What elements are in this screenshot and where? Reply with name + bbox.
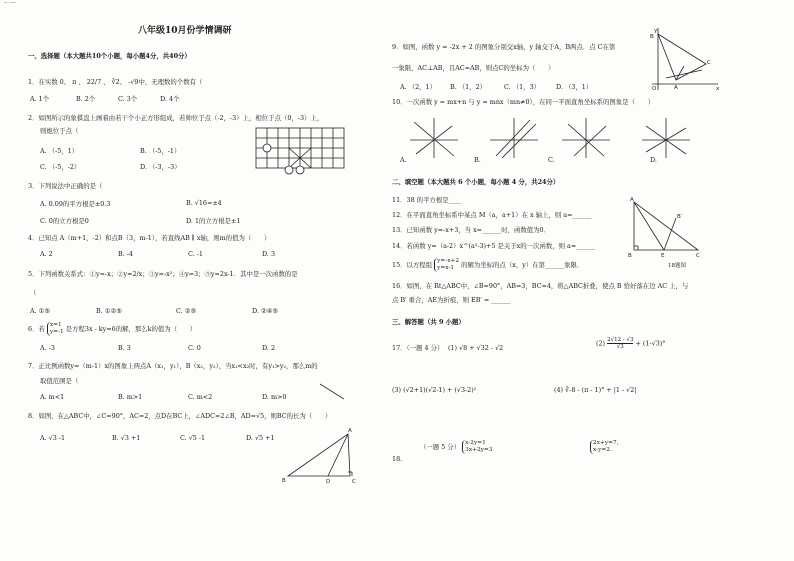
q6-stem xyxy=(28,322,196,336)
q18-equation-system-1 xyxy=(462,440,492,454)
q18-system-1 xyxy=(420,440,492,454)
q17-part-2-numerator: 2√12 - √3 xyxy=(607,337,634,343)
q17-part-4: (4) ∛-8 - (π - 1)° + |1 - √2| xyxy=(554,386,637,394)
q6-sys-line-1: x=1 xyxy=(49,322,62,328)
q6-option-c: C. 0 xyxy=(188,344,201,352)
q18-number: 18. xyxy=(392,455,403,463)
q18-sys2-line-1: 2x+y=7, xyxy=(593,440,619,446)
q15-suffix: 的解为坐标的点（x，y）在第______象限． xyxy=(461,261,584,269)
q9-option-a: A. （2，1） xyxy=(400,83,436,91)
q18-system-2 xyxy=(590,440,618,454)
general-piece xyxy=(285,166,293,174)
q17-label: 17．（一题 4 分） xyxy=(392,344,444,352)
q2-option-b: B. （-5，-1） xyxy=(140,147,181,155)
q8-label-b: B xyxy=(282,478,286,484)
q9-label-b: B xyxy=(650,34,654,40)
q18-sys1-line-2: 3x+2y=3 xyxy=(465,447,493,453)
q5-option-a: A. ①⑤ xyxy=(30,307,51,315)
q10-graph-a xyxy=(408,116,460,160)
q18-sys1-line-1: x-2y=1 xyxy=(465,440,486,446)
q16-label-e: E xyxy=(661,253,665,259)
q5-option-b: B. ①②⑤ xyxy=(96,307,122,315)
q3-option-d: D. 1的立方根是±1 xyxy=(186,217,241,225)
q2-option-d: D. （-3，-3） xyxy=(140,163,181,171)
q11: 11．38 的平方根是____ xyxy=(392,196,462,204)
q15 xyxy=(392,258,583,272)
q9-option-d: D. （3，1） xyxy=(556,83,593,91)
q9-label-a: A xyxy=(674,85,678,91)
q7-option-c: C. m<2 xyxy=(188,393,213,401)
q16-label-b: B xyxy=(628,253,632,259)
q16-cont: 点 B′ 重合，AE为折痕，则 EB′ = ______ xyxy=(392,296,511,304)
q3-option-a: A. 0.09的平方根是±0.3 xyxy=(40,200,111,208)
q17-part-2-fraction xyxy=(607,337,633,350)
q15-sys-line-2: y=x-1 xyxy=(437,265,455,271)
q3-stem: 3．下列说法中正确的是（ xyxy=(28,182,103,190)
q9-label-x: x xyxy=(716,86,720,92)
q10-graph-c xyxy=(560,116,612,160)
q10-label-c: C. xyxy=(548,156,555,164)
q10-graph-b xyxy=(488,116,540,160)
q8-triangle-figure xyxy=(282,428,362,484)
q17-part-2-prefix: (2) xyxy=(596,339,606,348)
page-corner-mark: ⌐ ── xyxy=(4,0,16,6)
q1-option-d: D. 4个 xyxy=(160,95,180,103)
q8-option-d: D. √5 +1 xyxy=(246,434,275,442)
q9-option-b: B. （1，2） xyxy=(450,83,487,91)
page-title: 八年级10月份学情调研 xyxy=(138,26,232,36)
q2-option-a: A. （-5，1） xyxy=(40,147,79,155)
q8-label-c: C xyxy=(352,479,356,485)
minister-piece xyxy=(296,166,304,174)
q15-prefix: 15．以方程组 xyxy=(392,261,433,269)
q17-part-2-denominator: √3 xyxy=(616,344,624,350)
q7-option-a: A. m<1 xyxy=(40,393,65,401)
q10-graph-d xyxy=(640,116,692,160)
q12: 12．在平面直角坐标系中某点 M（a，a+1）在 x 轴上，则 a=______ xyxy=(392,211,592,219)
section-1-heading: 一、选择题（本大题共10个小题，每小题4分，共40分） xyxy=(28,52,191,60)
q17-part-2-suffix: + (1-√3)° xyxy=(635,339,666,348)
q5-option-c: C. ②⑤ xyxy=(176,307,197,315)
q9-label-o: O xyxy=(652,86,657,92)
q18-equation-system-2 xyxy=(590,440,618,454)
q4-option-d: D. 3 xyxy=(262,250,276,258)
q6-stem-suffix: 是方程3x - ky=6的解，那么k的值为（ ） xyxy=(65,325,197,333)
q16-label-c: C xyxy=(696,253,700,259)
q8-option-c: C. √5 -1 xyxy=(180,434,206,442)
q16: 16．如图，在 Rt△ABC中，∠B=90°，AB=3，BC=4，将△ABC折叠，使点 B 恰好落在边 AC 上，与 xyxy=(392,282,689,290)
q7-stem: 7．正比例函数y=（m-1）x的图象上两点A（x₁，y₁），B（x₂，y₂），当x₁<x₂时，有y₁>y₂，那么m的 xyxy=(28,362,318,370)
q17-part-2 xyxy=(596,337,665,350)
q6-option-b: B. 3 xyxy=(118,344,131,352)
q4-option-b: B. -4 xyxy=(118,250,133,258)
q2-stem: 2．如图所示的象棋盘上画着由若干个小正方形组成，若帅位于点（-2，-3）上，相位于点（0，-3）上， xyxy=(28,114,324,122)
q8-stem: 8．如图，在△ABC中，∠C=90°，AC=2，点D在BC上，∠ADC=2∠B，AD=√5，则BC的长为（ ） xyxy=(28,412,332,420)
q9-option-c: C. （1，3） xyxy=(504,83,541,91)
q2-option-c: C. （-5，-2） xyxy=(40,163,81,171)
q10-label-a: A. xyxy=(400,156,407,164)
q10-label-b: B. xyxy=(474,156,481,164)
q7-option-d: D. m>0 xyxy=(262,393,287,401)
q1-option-c: C. 3个 xyxy=(118,95,138,103)
q17-part-3: (3) (√2+1)(√2-1) + (√3-2)² xyxy=(392,386,477,394)
q8-label-d: D xyxy=(326,479,331,485)
q4-option-c: C. -1 xyxy=(188,250,203,258)
q5-stem: 5．下列函数关系式：①y=-x；②y=2/x；③y=-x²；④y=3；⑤y=2x-1．其中是一次函数的是 xyxy=(28,270,298,278)
q6-sys-line-2: y=-1 xyxy=(49,329,64,335)
q1-option-b: B. 2个 xyxy=(76,95,96,103)
section-2-heading: 二、填空题（本大题共 6 个小题，每小题 4 分，共24分） xyxy=(392,178,560,186)
q10-label-d: D. xyxy=(650,156,657,164)
section-3-heading: 三、解答题（共 9 小题） xyxy=(392,318,465,326)
q15-sys-line-1: y=-x+2 xyxy=(437,258,460,264)
q10-stem: 10．一次函数 y = mx+n 与 y = mnx（mn≠0），在同一平面直角坐标系的图象是（ ） xyxy=(392,98,655,106)
q13: 13．已知函数 y=-x+3，当 x=______时，函数值为0． xyxy=(392,226,551,234)
q9-label-c: C xyxy=(707,60,711,66)
q7-stem-cont: 取值范围是（ xyxy=(40,377,79,385)
q14: 14．若函数 y=（a-2）x^(a²-3)+5 是关于x的一次函数，则 a=______ xyxy=(392,242,596,250)
q8-option-a: A. √3 -1 xyxy=(40,434,66,442)
q15-equation-system xyxy=(434,258,459,272)
q8-label-a: A xyxy=(348,428,352,434)
q9-stem-cont: 一象限，AC⊥AB，且AC=AB，则点C的坐标为（ ） xyxy=(392,64,555,72)
chessboard-figure xyxy=(252,126,352,182)
q18-figure-caption: 18题图 xyxy=(668,263,686,269)
q1-stem: 1．在实数 0、 π 、 22/7 、 ∛2、 -√9中，无理数的个数有（ xyxy=(28,78,203,86)
q9-graph-figure xyxy=(636,26,722,92)
q16-fold-figure xyxy=(624,196,704,260)
pen-stroke-mark xyxy=(318,382,348,402)
q3-option-c: C. 0的立方根是0 xyxy=(40,217,89,225)
q16-label-a: A xyxy=(630,197,634,203)
q7-option-b: B. m>1 xyxy=(118,393,143,401)
q16-label-b-prime: B′ xyxy=(677,214,683,220)
q8-option-b: B. √3 +1 xyxy=(112,434,141,442)
q2-stem-cont: 则炮位于点（ xyxy=(40,127,79,135)
q6-option-a: A. -3 xyxy=(40,344,55,352)
q18-sys2-line-2: x-y=2. xyxy=(593,447,612,453)
q6-stem-prefix: 6．若 xyxy=(28,325,45,333)
q3-option-b: B. √16=±4 xyxy=(186,199,222,207)
q9-label-y: y xyxy=(654,28,658,34)
q5-stem-tail: （ xyxy=(30,289,37,297)
q18-points: （一题 5 分） xyxy=(420,443,461,451)
q17-part-1: (1) √8 + √32 - √2 xyxy=(448,344,504,352)
q6-option-d: D. 2 xyxy=(262,344,276,352)
q4-stem: 4．已知点 A（m+1，-2）和点B（3，m-1），若直线AB ∥ x轴，则m的值为（ ） xyxy=(28,234,271,242)
q4-option-a: A. 2 xyxy=(40,250,53,258)
cannon-piece xyxy=(263,144,271,152)
q5-option-d: D. ②④⑤ xyxy=(252,307,279,315)
q9-stem: 9．如图，函数 y = -2x + 2 的图象分别交x轴、y 轴交于A，B两点．点 C在第 xyxy=(392,43,616,51)
q1-option-a: A. 1个 xyxy=(30,95,50,103)
q6-equation-system xyxy=(47,322,64,336)
